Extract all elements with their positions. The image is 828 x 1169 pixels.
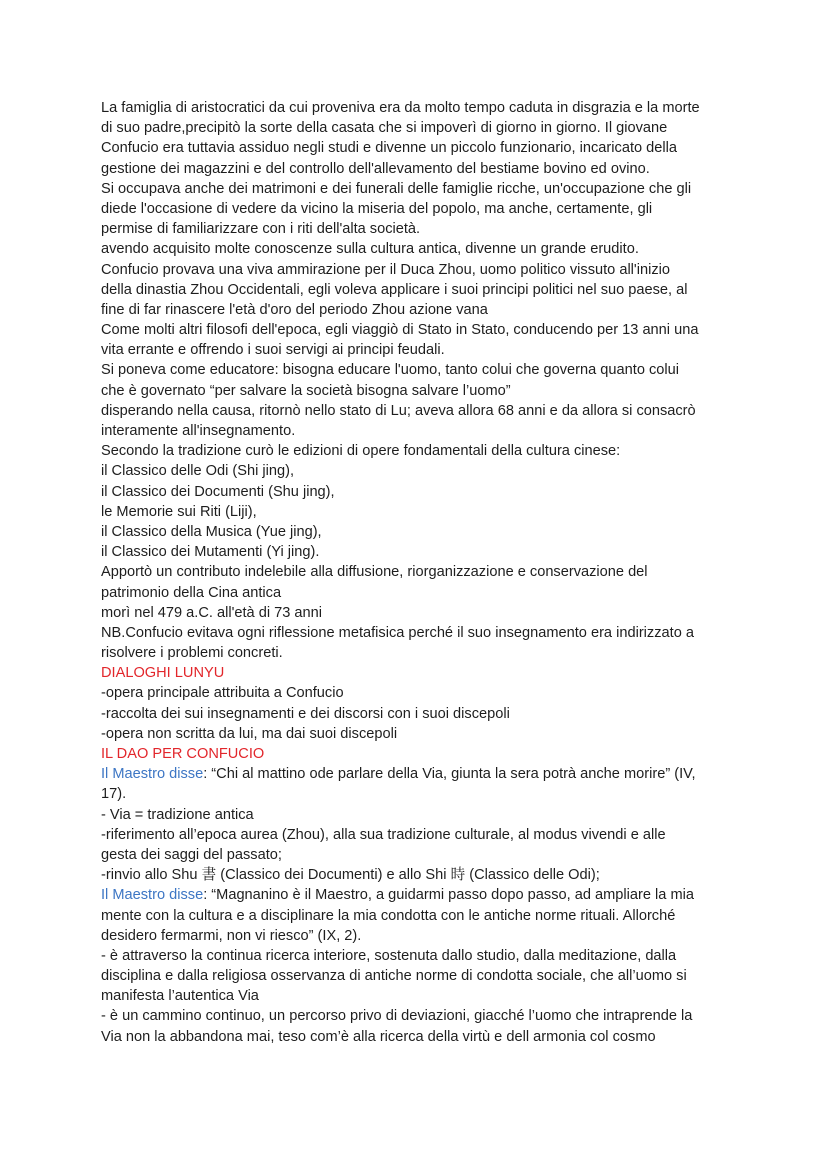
text-line — [101, 764, 741, 784]
line-text: gestione dei magazzini e del controllo dell'allevamento del bestiame bovino ed ovino. — [101, 160, 650, 177]
line-text: le Memorie sui Riti (Liji), — [101, 503, 257, 520]
line-text: : “Magnanino è il Maestro, a guidarmi passo dopo passo, ad ampliare la mia — [203, 887, 694, 904]
text-line — [101, 583, 741, 603]
line-text: NB.Confucio evitava ogni riflessione metafisica perché il suo insegnamento era indirizzato a — [101, 624, 694, 641]
text-line — [101, 946, 741, 966]
line-text: disciplina e dalla religiosa osservanza di antiche norme di condotta sociale, che all’uomo si — [101, 968, 687, 985]
text-line — [101, 159, 741, 179]
text-line — [101, 502, 741, 522]
text-line — [101, 239, 741, 259]
section-heading — [101, 744, 741, 764]
text-line — [101, 179, 741, 199]
line-text: Confucio era tuttavia assiduo negli studi e divenne un piccolo funzionario, incaricato della — [101, 140, 677, 157]
text-line — [101, 138, 741, 158]
text-line — [101, 300, 741, 320]
line-text: interamente all'insegnamento. — [101, 423, 296, 439]
line-text: Confucio provava una viva ammirazione per il Duca Zhou, uomo politico vissuto all'inizio — [101, 261, 670, 278]
text-line — [101, 623, 741, 643]
line-text: morì nel 479 a.C. all'età di 73 anni — [101, 604, 323, 621]
line-text: -rinvio allo Shu 書 (Classico dei Documenti) e allo Shi 時 (Classico delle Odi); — [101, 867, 600, 884]
text-line — [101, 482, 741, 502]
line-text: gesta dei saggi del passato; — [101, 846, 282, 863]
text-line — [101, 320, 741, 340]
text-line — [101, 260, 741, 280]
line-text: permise di familiarizzare con i riti dell'alta società. — [101, 221, 421, 238]
line-text: della dinastia Zhou Occidentali, egli voleva applicare i suoi principi politici nel suo paese, al — [101, 281, 688, 298]
line-text: risolvere i problemi concreti. — [101, 645, 283, 662]
line-text: - è un cammino continuo, un percorso privo di deviazioni, giacché l’uomo che intraprende la — [101, 1008, 693, 1025]
line-text: Come molti altri filosofi dell'epoca, egli viaggiò di Stato in Stato, conducendo per 13 anni una — [101, 322, 699, 339]
text-line — [101, 219, 741, 239]
line-text: La famiglia di aristocratici da cui proveniva era da molto tempo caduta in disgrazia e la morte — [101, 100, 700, 116]
line-text: IL DAO PER CONFUCIO — [101, 746, 265, 762]
document-body — [101, 98, 741, 1047]
line-text: di suo padre,precipitò la sorte della casata che si impoverì di giorno in giorno. Il giovane — [101, 120, 668, 137]
text-line — [101, 724, 741, 744]
line-text: patrimonio della Cina antica — [101, 584, 282, 601]
line-text: disperando nella causa, ritornò nello stato di Lu; aveva allora 68 anni e da allora si consacrò — [101, 402, 696, 419]
text-line — [101, 643, 741, 663]
text-line — [101, 118, 741, 138]
text-line — [101, 704, 741, 724]
line-text: - Via = tradizione antica — [101, 806, 254, 823]
text-line — [101, 966, 741, 986]
text-line — [101, 885, 741, 905]
text-line — [101, 562, 741, 582]
line-text: diede l'occasione di vedere da vicino la miseria del popolo, ma anche, certamente, gli — [101, 200, 653, 217]
line-text: il Classico dei Mutamenti (Yi jing). — [101, 544, 320, 561]
text-line — [101, 522, 741, 542]
line-text: -opera principale attribuita a Confucio — [101, 685, 344, 702]
text-line — [101, 381, 741, 401]
text-line — [101, 360, 741, 380]
quote-attribution: Il Maestro disse — [101, 887, 204, 904]
line-text: avendo acquisito molte conoscenze sulla cultura antica, divenne un grande erudito. — [101, 241, 639, 258]
line-text: il Classico dei Documenti (Shu jing), — [101, 483, 335, 500]
line-text: vita errante e offrendo i suoi servigi ai principi feudali. — [101, 342, 445, 359]
line-text: Via non la abbandona mai, teso com’è alla ricerca della virtù e dell armonia col cosmo — [101, 1028, 656, 1045]
text-line — [101, 906, 741, 926]
line-text: Si occupava anche dei matrimoni e dei funerali delle famiglie ricche, un'occupazione che gli — [101, 180, 692, 197]
quote-attribution: Il Maestro disse — [101, 766, 204, 783]
line-text: -opera non scritta da lui, ma dai suoi discepoli — [101, 725, 398, 742]
line-text: DIALOGHI LUNYU — [101, 665, 225, 682]
text-line — [101, 683, 741, 703]
line-text: che è governato “per salvare la società bisogna salvare l’uomo” — [101, 382, 511, 399]
line-text: il Classico della Musica (Yue jing), — [101, 523, 322, 540]
line-text: desidero fermarmi, non vi riesco” (IX, 2). — [101, 927, 362, 944]
line-text: 17). — [101, 786, 127, 803]
line-text: fine di far rinascere l'età d'oro del periodo Zhou azione vana — [101, 301, 488, 318]
text-line — [101, 461, 741, 481]
text-line — [101, 1027, 741, 1047]
text-line — [101, 603, 741, 623]
text-line — [101, 865, 741, 885]
line-text: - è attraverso la continua ricerca interiore, sostenuta dallo studio, dalla meditazione, dalla — [101, 947, 677, 964]
line-text: Apportò un contributo indelebile alla diffusione, riorganizzazione e conservazione del — [101, 564, 648, 581]
line-text: Si poneva come educatore: bisogna educare l'uomo, tanto colui che governa quanto colui — [101, 362, 679, 379]
text-line — [101, 441, 741, 461]
text-line — [101, 986, 741, 1006]
text-line — [101, 98, 741, 118]
text-line — [101, 805, 741, 825]
text-line — [101, 825, 741, 845]
line-text: -riferimento all’epoca aurea (Zhou), alla sua tradizione culturale, al modus vivendi e alle — [101, 826, 666, 843]
line-text: Secondo la tradizione curò le edizioni di opere fondamentali della cultura cinese: — [101, 443, 621, 460]
text-line — [101, 421, 741, 441]
line-text: : “Chi al mattino ode parlare della Via, giunta la sera potrà anche morire” (IV, — [203, 766, 696, 783]
text-line — [101, 1006, 741, 1026]
line-text: mente con la cultura e a disciplinare la mia condotta con le antiche norme rituali. Allorché — [101, 907, 676, 924]
section-heading — [101, 663, 741, 683]
text-line — [101, 784, 741, 804]
text-line — [101, 926, 741, 946]
line-text: -raccolta dei sui insegnamenti e dei discorsi con i suoi discepoli — [101, 705, 510, 722]
text-line — [101, 845, 741, 865]
text-line — [101, 340, 741, 360]
line-text: manifesta l’autentica Via — [101, 988, 259, 1005]
text-line — [101, 542, 741, 562]
text-line — [101, 401, 741, 421]
text-line — [101, 199, 741, 219]
line-text: il Classico delle Odi (Shi jing), — [101, 463, 295, 480]
text-line — [101, 280, 741, 300]
